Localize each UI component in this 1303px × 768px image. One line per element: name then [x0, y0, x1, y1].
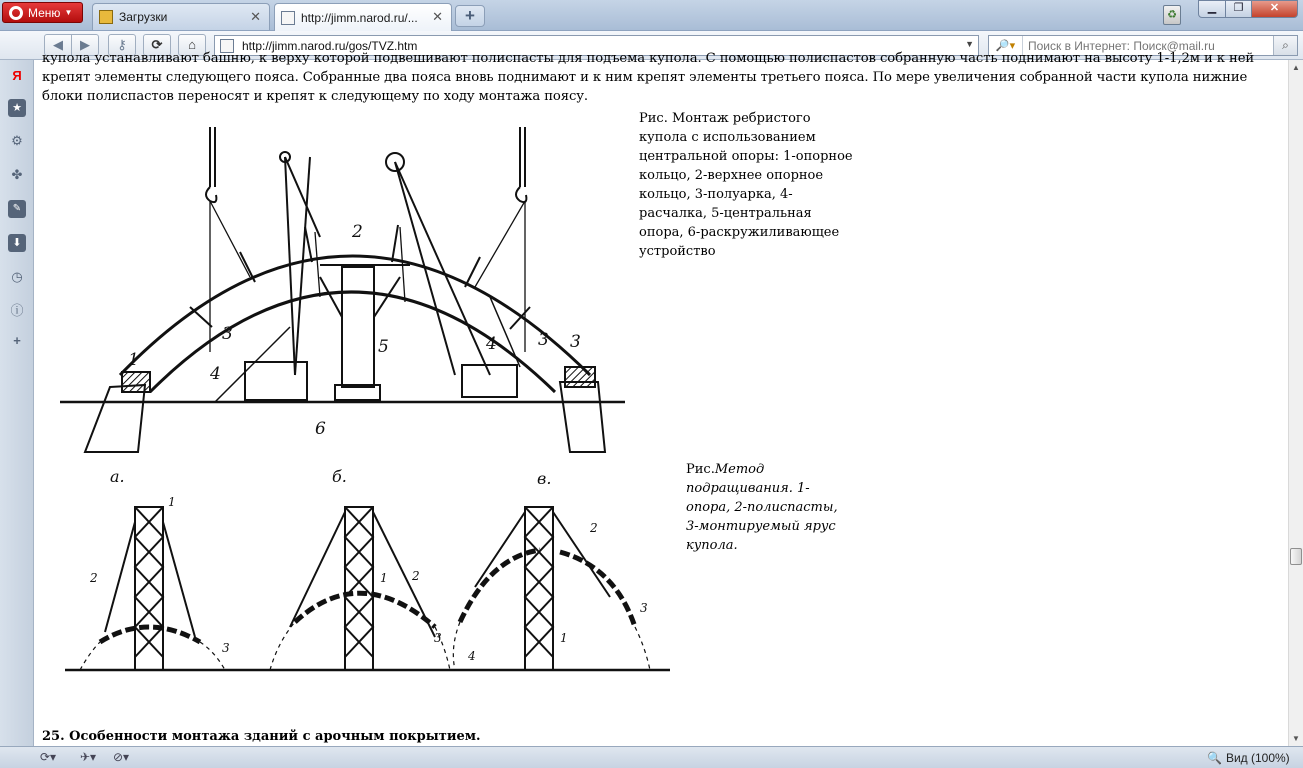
- home-button[interactable]: ⌂: [178, 34, 206, 56]
- body-paragraph: купола устанавливают башню, к верху которой подвешивают полиспасты для подъема купола. С помощью полиспастов собранную часть поднимают на высоту 1-1,2м и к ней крепят элементы следующего пояса. Собранные два пояса вновь поднимают и к ним крепят элементы третьего пояса. По мере увеличения собранной части купола нижние блоки полиспастов переносят и крепят к следующему по ходу монтажа поясу.: [42, 51, 1255, 104]
- notes-icon[interactable]: ✎: [8, 200, 26, 218]
- fig2-label: 1: [168, 495, 176, 509]
- fig2-label: 3: [222, 641, 230, 655]
- history-icon[interactable]: ◷: [11, 269, 23, 284]
- info-icon[interactable]: ⓘ: [10, 303, 24, 318]
- vertical-scrollbar[interactable]: [1288, 60, 1303, 746]
- fig1-label: 6: [315, 419, 326, 439]
- search-icon[interactable]: ⌕: [1273, 36, 1297, 55]
- fig2-label: 3: [640, 601, 648, 615]
- fig1-label: 3: [570, 332, 581, 352]
- fig1-label: 3: [538, 330, 549, 350]
- figure-2-caption: [686, 460, 841, 555]
- fig2-label: 2: [90, 571, 98, 585]
- fig2-label: б.: [332, 467, 347, 486]
- fig2-label: 2: [590, 521, 598, 535]
- opera-menu-button[interactable]: [2, 2, 83, 23]
- page-content: [35, 51, 1288, 746]
- fig2-label: а.: [110, 467, 125, 486]
- tab-bar: [0, 0, 1303, 31]
- scroll-up-icon[interactable]: ▲: [1292, 63, 1300, 72]
- fig2-label: 3: [434, 631, 442, 645]
- dome-central-support-figure: [50, 117, 630, 447]
- chevron-down-icon[interactable]: ▼: [965, 39, 974, 49]
- key-icon[interactable]: ⚷: [108, 34, 136, 56]
- downloads-icon[interactable]: ⬇: [8, 234, 26, 252]
- zoom-control[interactable]: [1207, 749, 1290, 766]
- add-icon[interactable]: +: [13, 333, 21, 348]
- sync-icon[interactable]: ⟳▾: [40, 750, 57, 764]
- turbo-icon[interactable]: ✈▾: [80, 750, 97, 764]
- menu-label: Меню: [28, 5, 61, 20]
- widgets-icon[interactable]: ⚙: [11, 133, 23, 148]
- download-icon: [99, 10, 113, 24]
- fig1-label: 3: [222, 324, 233, 344]
- fig2-label: 4: [468, 649, 476, 663]
- unite-icon[interactable]: ✤: [11, 167, 23, 182]
- yandex-icon[interactable]: Я: [12, 68, 22, 83]
- caption-prefix: Рис.: [686, 462, 715, 477]
- search-engine-icon[interactable]: 🔎▾: [989, 36, 1023, 55]
- minimize-button[interactable]: ▁: [1198, 0, 1226, 18]
- caption-text: Метод подращивания. 1-опора, 2-полиспасты, 3-монтируемый ярус купола.: [686, 462, 838, 553]
- trash-icon[interactable]: ♻: [1163, 5, 1181, 25]
- opera-logo-icon: [9, 6, 23, 20]
- growth-method-figure: [50, 452, 675, 690]
- fig2-label: 1: [560, 631, 568, 645]
- scroll-down-icon[interactable]: ▼: [1292, 734, 1300, 743]
- forward-button[interactable]: ▶: [71, 34, 99, 56]
- fig1-label: 5: [378, 337, 389, 357]
- reload-button[interactable]: ⟳: [143, 34, 171, 56]
- close-icon[interactable]: ✕: [250, 9, 261, 24]
- fig1-label: 1: [128, 350, 139, 370]
- bookmarks-icon[interactable]: ★: [8, 99, 26, 117]
- tab-page[interactable]: [274, 3, 452, 31]
- status-bar: [0, 746, 1303, 768]
- back-button[interactable]: ◀: [44, 34, 72, 56]
- chevron-down-icon: ▼: [64, 8, 73, 17]
- fig2-label: 2: [412, 569, 420, 583]
- tab-title: http://jimm.narod.ru/...: [301, 10, 418, 25]
- zoom-icon: 🔍: [1207, 750, 1222, 765]
- fig1-label: 4: [486, 334, 497, 354]
- maximize-button[interactable]: ❐: [1225, 0, 1252, 18]
- section-heading: 25. Особенности монтажа зданий с арочным покрытием.: [42, 729, 481, 744]
- content-blocker-icon[interactable]: ⊘▾: [113, 750, 130, 764]
- close-window-button[interactable]: ✕: [1251, 0, 1298, 18]
- new-tab-button[interactable]: +: [455, 5, 485, 27]
- close-icon[interactable]: ✕: [432, 9, 443, 24]
- zoom-label: Вид (100%): [1225, 750, 1290, 765]
- figure-1-caption: Рис. Монтаж ребристого купола с использованием центральной опоры: 1-опорное кольцо, 2-верхнее опорное кольцо, 3-полуарка, 4-расчалка, 5-центральная опора, 6-раскружиливающее устройство: [639, 111, 853, 259]
- fig1-label: 4: [210, 364, 221, 384]
- fig2-label: в.: [537, 469, 552, 488]
- fig1-label: 2: [352, 222, 363, 242]
- url-text: http://jimm.narod.ru/gos/TVZ.htm: [242, 38, 418, 53]
- page-icon: [281, 11, 295, 25]
- scroll-thumb[interactable]: [1290, 548, 1302, 565]
- side-panel: [0, 60, 34, 746]
- fig2-label: 1: [380, 571, 388, 585]
- tab-title: Загрузки: [119, 10, 168, 24]
- tab-downloads[interactable]: [92, 3, 270, 30]
